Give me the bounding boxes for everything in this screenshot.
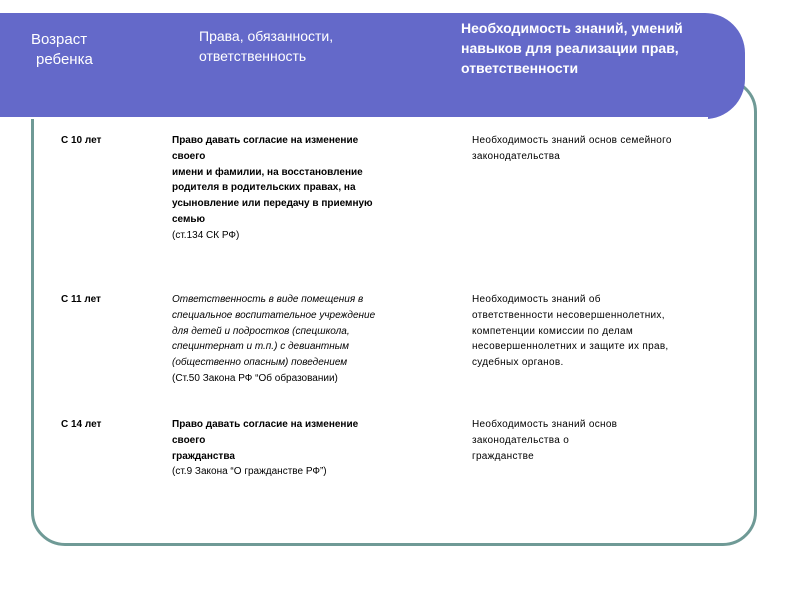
header-age-line2: ребенка	[36, 51, 93, 68]
header-divider	[0, 117, 708, 119]
need-line: законодательства о	[472, 434, 570, 446]
header-need-line1: Необходимость знаний, умений	[461, 20, 683, 36]
row-age: С 10 лет	[61, 135, 102, 146]
rights-line: усыновление или передачу в приемную	[172, 198, 373, 210]
rights-line: Ответственность в виде помещения в	[172, 294, 364, 305]
rights-reference: (ст.134 СК РФ)	[172, 229, 240, 241]
need-line: компетенции комиссии по делам	[472, 325, 634, 337]
need-line: Необходимость знаний об	[472, 294, 601, 305]
header-rights	[199, 26, 333, 66]
header-age-line1: Возраст	[31, 31, 88, 48]
row-need	[472, 292, 742, 371]
need-line: ответственности несовершеннолетних,	[472, 309, 665, 321]
header-need-line3: ответственности	[461, 60, 579, 76]
table-header	[0, 13, 745, 119]
rights-line: имени и фамилии, на восстановление	[172, 166, 363, 178]
row-rights	[172, 292, 452, 387]
rights-line: своего	[172, 150, 206, 162]
header-age	[31, 30, 93, 70]
rights-line: Право давать согласие на изменение	[172, 419, 359, 430]
header-rights-line2: ответственность	[199, 48, 307, 64]
rights-line: семью	[172, 213, 206, 225]
rights-line: (общественно опасным) поведением	[172, 357, 348, 369]
rights-line: для детей и подростков (спецшкола,	[172, 325, 350, 337]
rights-line: Право давать согласие на изменение	[172, 135, 359, 146]
rights-line: гражданства	[172, 450, 235, 462]
row-need	[472, 417, 742, 464]
rights-line: родителя в родительских правах, на	[172, 182, 356, 194]
need-line: несовершеннолетних и защите их прав,	[472, 341, 669, 353]
row-need	[472, 133, 742, 165]
header-rights-line1: Права, обязанности,	[199, 28, 334, 44]
header-need-line2: навыков для реализации прав,	[461, 40, 679, 56]
need-line: законодательства	[472, 150, 561, 162]
rights-line: специнтернат и т.п.) с девиантным	[172, 341, 349, 353]
rights-line: специальное воспитательное учреждение	[172, 309, 376, 321]
row-rights	[172, 133, 452, 244]
header-need	[461, 18, 683, 78]
need-line: судебных органов.	[472, 357, 564, 369]
row-age: С 11 лет	[61, 294, 101, 305]
rights-reference: (Ст.50 Закона РФ “Об образовании)	[172, 372, 338, 384]
need-line: гражданстве	[472, 450, 535, 462]
rights-line: своего	[172, 434, 206, 446]
need-line: Необходимость знаний основ семейного	[472, 135, 672, 146]
rights-reference: (ст.9 Закона “О гражданстве РФ”)	[172, 466, 327, 478]
row-age: С 14 лет	[61, 419, 102, 430]
need-line: Необходимость знаний основ	[472, 419, 618, 430]
row-rights	[172, 417, 452, 480]
